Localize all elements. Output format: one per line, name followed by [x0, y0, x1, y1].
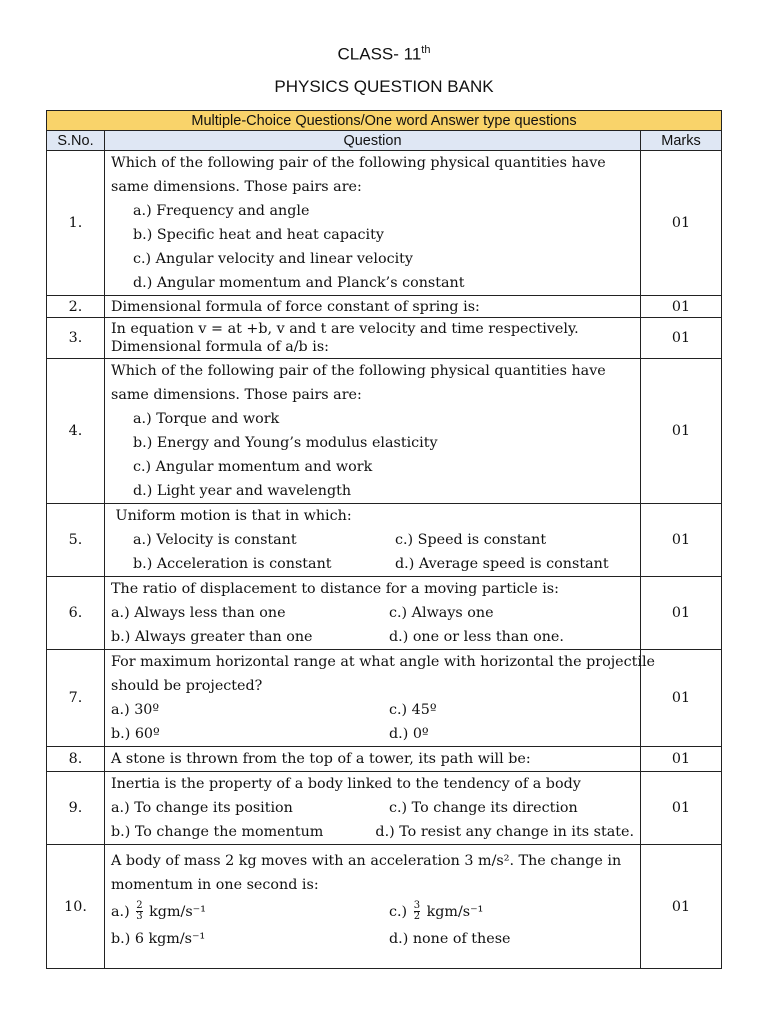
option-row [111, 698, 634, 722]
option-row [111, 820, 634, 844]
question-number: 8. [47, 747, 105, 772]
question-text: A body of mass 2 kg moves with an acceleration 3 m/s². The change in [111, 852, 622, 869]
question-text: same dimensions. Those pairs are: [111, 387, 362, 403]
option: b.) Acceleration is constant [133, 556, 332, 572]
option: b.) Specific heat and heat capacity [133, 227, 384, 243]
question-cell [105, 504, 641, 577]
question-text: A stone is thrown from the top of a tower, its path will be: [111, 751, 531, 767]
option: a.) To change its position [111, 800, 293, 816]
question-cell [105, 577, 641, 650]
marks: 01 [641, 504, 722, 577]
marks: 01 [641, 577, 722, 650]
table-row [47, 650, 722, 747]
option: a.) Velocity is constant [133, 532, 297, 548]
option: c.) Angular momentum and work [133, 459, 373, 475]
option-row [111, 722, 634, 746]
option-row [111, 796, 634, 820]
option: b.) Energy and Young’s modulus elasticity [133, 435, 438, 451]
option-row [111, 601, 634, 625]
option: c.) Always one [389, 605, 494, 621]
table-row [47, 504, 722, 577]
marks: 01 [641, 747, 722, 772]
column-header-sno: S.No. [47, 131, 105, 151]
option: c.) 45º [389, 702, 437, 718]
question-number: 6. [47, 577, 105, 650]
question-cell [105, 318, 641, 359]
fraction: $\frac{3}{2}$ [413, 900, 421, 922]
table-row [47, 318, 722, 359]
question-number: 10. [47, 845, 105, 969]
column-header-question: Question [105, 131, 641, 151]
marks: 01 [641, 359, 722, 504]
table-row [47, 772, 722, 845]
question-table [46, 110, 722, 969]
column-header-marks: Marks [641, 131, 722, 151]
question-text: should be projected? [111, 678, 263, 694]
option-row [111, 625, 634, 649]
question-number: 1. [47, 151, 105, 296]
question-text: In equation v = at +b, v and t are velocity and time respectively. [111, 321, 579, 337]
table-row [47, 747, 722, 772]
option: b.) 60º [111, 726, 160, 742]
option: d.) To resist any change in its state. [375, 824, 634, 840]
option: a.) Always less than one [111, 605, 286, 621]
class-superscript: th [421, 44, 431, 56]
table-row [47, 845, 722, 969]
question-text: For maximum horizontal range at what angle with horizontal the projectile [111, 654, 655, 670]
table-row [47, 359, 722, 504]
option: b.) Always greater than one [111, 629, 313, 645]
question-text: Which of the following pair of the following physical quantities have [111, 363, 606, 379]
page-title: PHYSICS QUESTION BANK [274, 77, 494, 96]
question-cell [105, 772, 641, 845]
question-number: 7. [47, 650, 105, 747]
question-cell [105, 359, 641, 504]
option: b.) To change the momentum [111, 824, 324, 840]
marks: 01 [641, 772, 722, 845]
option: d.) Light year and wavelength [133, 483, 352, 499]
table-row [47, 296, 722, 318]
question-number: 2. [47, 296, 105, 318]
marks: 01 [641, 845, 722, 969]
question-text: momentum in one second is: [111, 876, 319, 893]
marks: 01 [641, 650, 722, 747]
question-cell [105, 151, 641, 296]
marks: 01 [641, 296, 722, 318]
question-text: Dimensional formula of a/b is: [111, 339, 329, 355]
question-cell [105, 296, 641, 318]
question-text: Dimensional formula of force constant of spring is: [111, 298, 480, 315]
option: a.) Frequency and angle [133, 203, 310, 219]
question-text: Uniform motion is that in which: [111, 508, 352, 524]
question-cell [105, 650, 655, 747]
option: d.) none of these [389, 930, 511, 947]
option-row [111, 552, 634, 576]
question-cell [105, 747, 641, 772]
option: a.) Torque and work [133, 411, 280, 427]
class-heading: CLASS- 11th [337, 44, 431, 64]
question-text: Which of the following pair of the following physical quantities have [111, 155, 606, 171]
option-row [111, 927, 634, 951]
question-text: same dimensions. Those pairs are: [111, 179, 362, 195]
question-number: 9. [47, 772, 105, 845]
option: c.) Speed is constant [395, 532, 547, 548]
option: a.) 30º [111, 702, 160, 718]
section-title: Multiple-Choice Questions/One word Answer type questions [47, 111, 722, 131]
table-row [47, 151, 722, 296]
question-number: 3. [47, 318, 105, 359]
option: d.) Angular momentum and Planck’s constant [133, 275, 465, 291]
option: c.) $\frac{3}{2}$ kgm/s⁻¹ [389, 900, 484, 922]
fraction: $\frac{2}{3}$ [136, 900, 143, 922]
option: d.) 0º [389, 726, 429, 742]
question-cell [105, 845, 641, 969]
option-row [111, 897, 634, 927]
option: d.) one or less than one. [389, 629, 564, 645]
question-number: 4. [47, 359, 105, 504]
question-number: 5. [47, 504, 105, 577]
marks: 01 [641, 151, 722, 296]
table-row [47, 577, 722, 650]
option: c.) Angular velocity and linear velocity [133, 251, 413, 267]
option: b.) 6 kgm/s⁻¹ [111, 930, 206, 947]
option: d.) Average speed is constant [395, 556, 609, 572]
option: c.) To change its direction [389, 800, 578, 816]
option-row [111, 528, 634, 552]
question-text: Inertia is the property of a body linked to the tendency of a body [111, 776, 581, 792]
option: a.) $\frac{2}{3}$ kgm/s⁻¹ [111, 900, 206, 922]
question-text: The ratio of displacement to distance for a moving particle is: [111, 581, 559, 597]
marks: 01 [641, 318, 722, 359]
